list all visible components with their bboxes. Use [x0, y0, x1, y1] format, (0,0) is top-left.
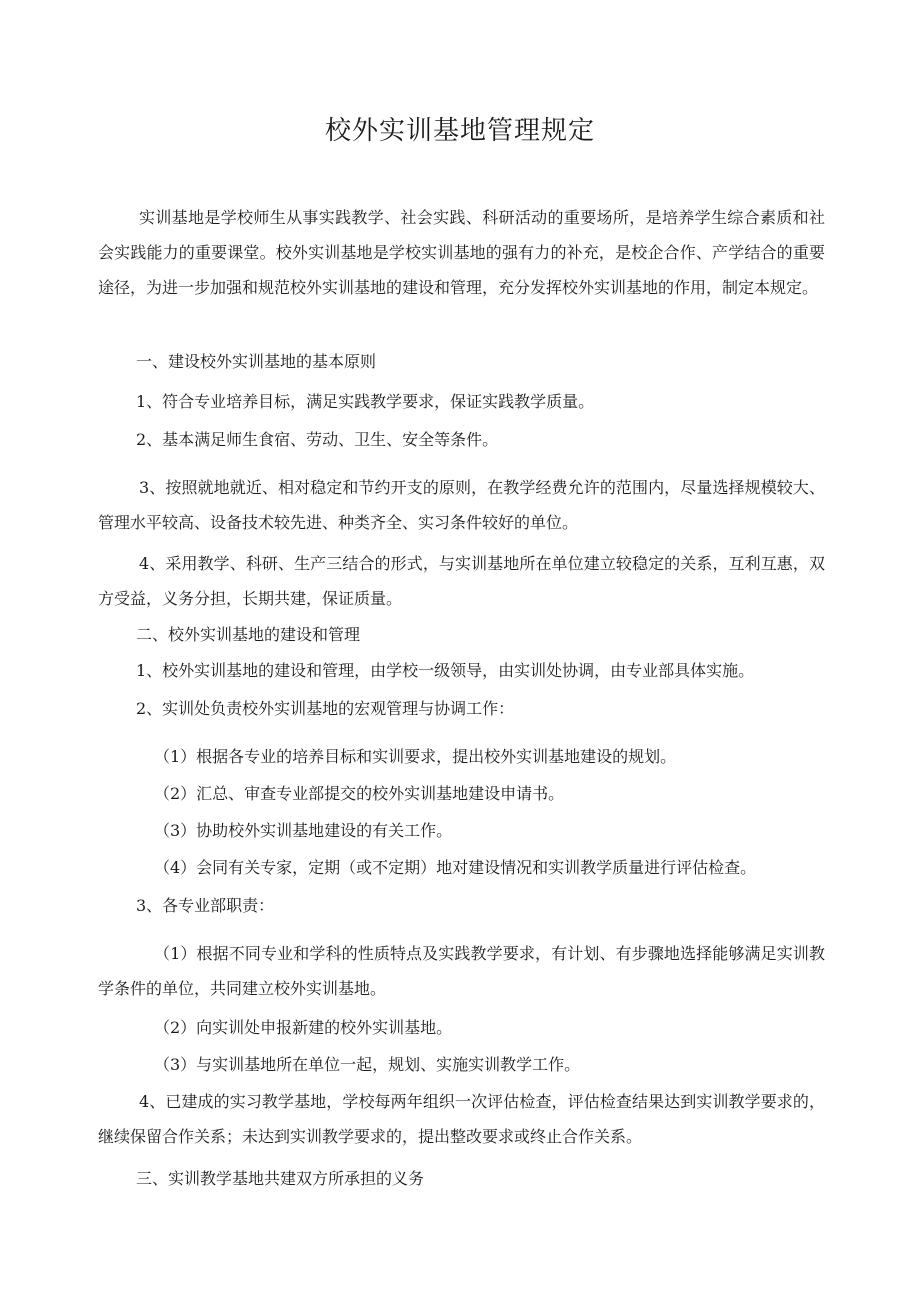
section1-item2: 2、基本满足师生食宿、劳动、卫生、安全等条件。 [136, 430, 499, 449]
intro-paragraph: 实训基地是学校师生从事实践教学、社会实践、科研活动的重要场所，是培养学生综合素质和社会实践能力的重要课堂。校外实训基地是学校实训基地的强有力的补充，是校企合作、产学结合的重要途径，为进一步加强和规范校外实训基地的建设和管理，充分发挥校外实训基地的作用，制定本规定。 [98, 208, 825, 297]
section2-item2-sub2: （2）汇总、审查专业部提交的校外实训基地建设申请书。 [154, 784, 565, 803]
section2-item3-sub3: （3）与实训基地所在单位一起，规划、实施实训教学工作。 [154, 1055, 581, 1074]
section2-item3-sub2: （2）向实训处申报新建的校外实训基地。 [154, 1018, 453, 1037]
section1-item3: 3、按照就地就近、相对稳定和节约开支的原则，在教学经费允许的范围内，尽量选择规模较大、管理水平较高、设备技术较先进、种类齐全、实习条件较好的单位。 [98, 478, 825, 532]
section3-heading: 三、实训教学基地共建双方所承担的义务 [136, 1169, 425, 1188]
section2-item3: 3、各专业部职责： [136, 896, 275, 915]
section1-item1: 1、符合专业培养目标，满足实践教学要求，保证实践教学质量。 [136, 392, 595, 411]
section2-item2-sub4: （4）会同有关专家，定期（或不定期）地对建设情况和实训教学质量进行评估检查。 [154, 858, 757, 877]
section1-item4: 4、采用教学、科研、生产三结合的形式，与实训基地所在单位建立较稳定的关系，互利互惠，双方受益，义务分担，长期共建，保证质量。 [98, 554, 825, 608]
section2-item2-sub1: （1）根据各专业的培养目标和实训要求，提出校外实训基地建设的规划。 [154, 747, 677, 766]
section2-item4: 4、已建成的实习教学基地，学校每两年组织一次评估检查，评估检查结果达到实训教学要求的，继续保留合作关系；未达到实训教学要求的，提出整改要求或终止合作关系。 [98, 1092, 825, 1146]
section1-heading: 一、建设校外实训基地的基本原则 [136, 352, 377, 371]
section2-item2-sub3: （3）协助校外实训基地建设的有关工作。 [154, 821, 453, 840]
section2-item1: 1、校外实训基地的建设和管理，由学校一级领导，由实训处协调，由专业部具体实施。 [136, 661, 755, 680]
page-title: 校外实训基地管理规定 [324, 116, 595, 146]
section2-heading: 二、校外实训基地的建设和管理 [136, 625, 361, 644]
section2-item3-sub1: （1）根据不同专业和学科的性质特点及实践教学要求，有计划、有步骤地选择能够满足实训教学条件的单位，共同建立校外实训基地。 [98, 944, 825, 998]
section2-item2: 2、实训处负责校外实训基地的宏观管理与协调工作： [136, 699, 515, 718]
